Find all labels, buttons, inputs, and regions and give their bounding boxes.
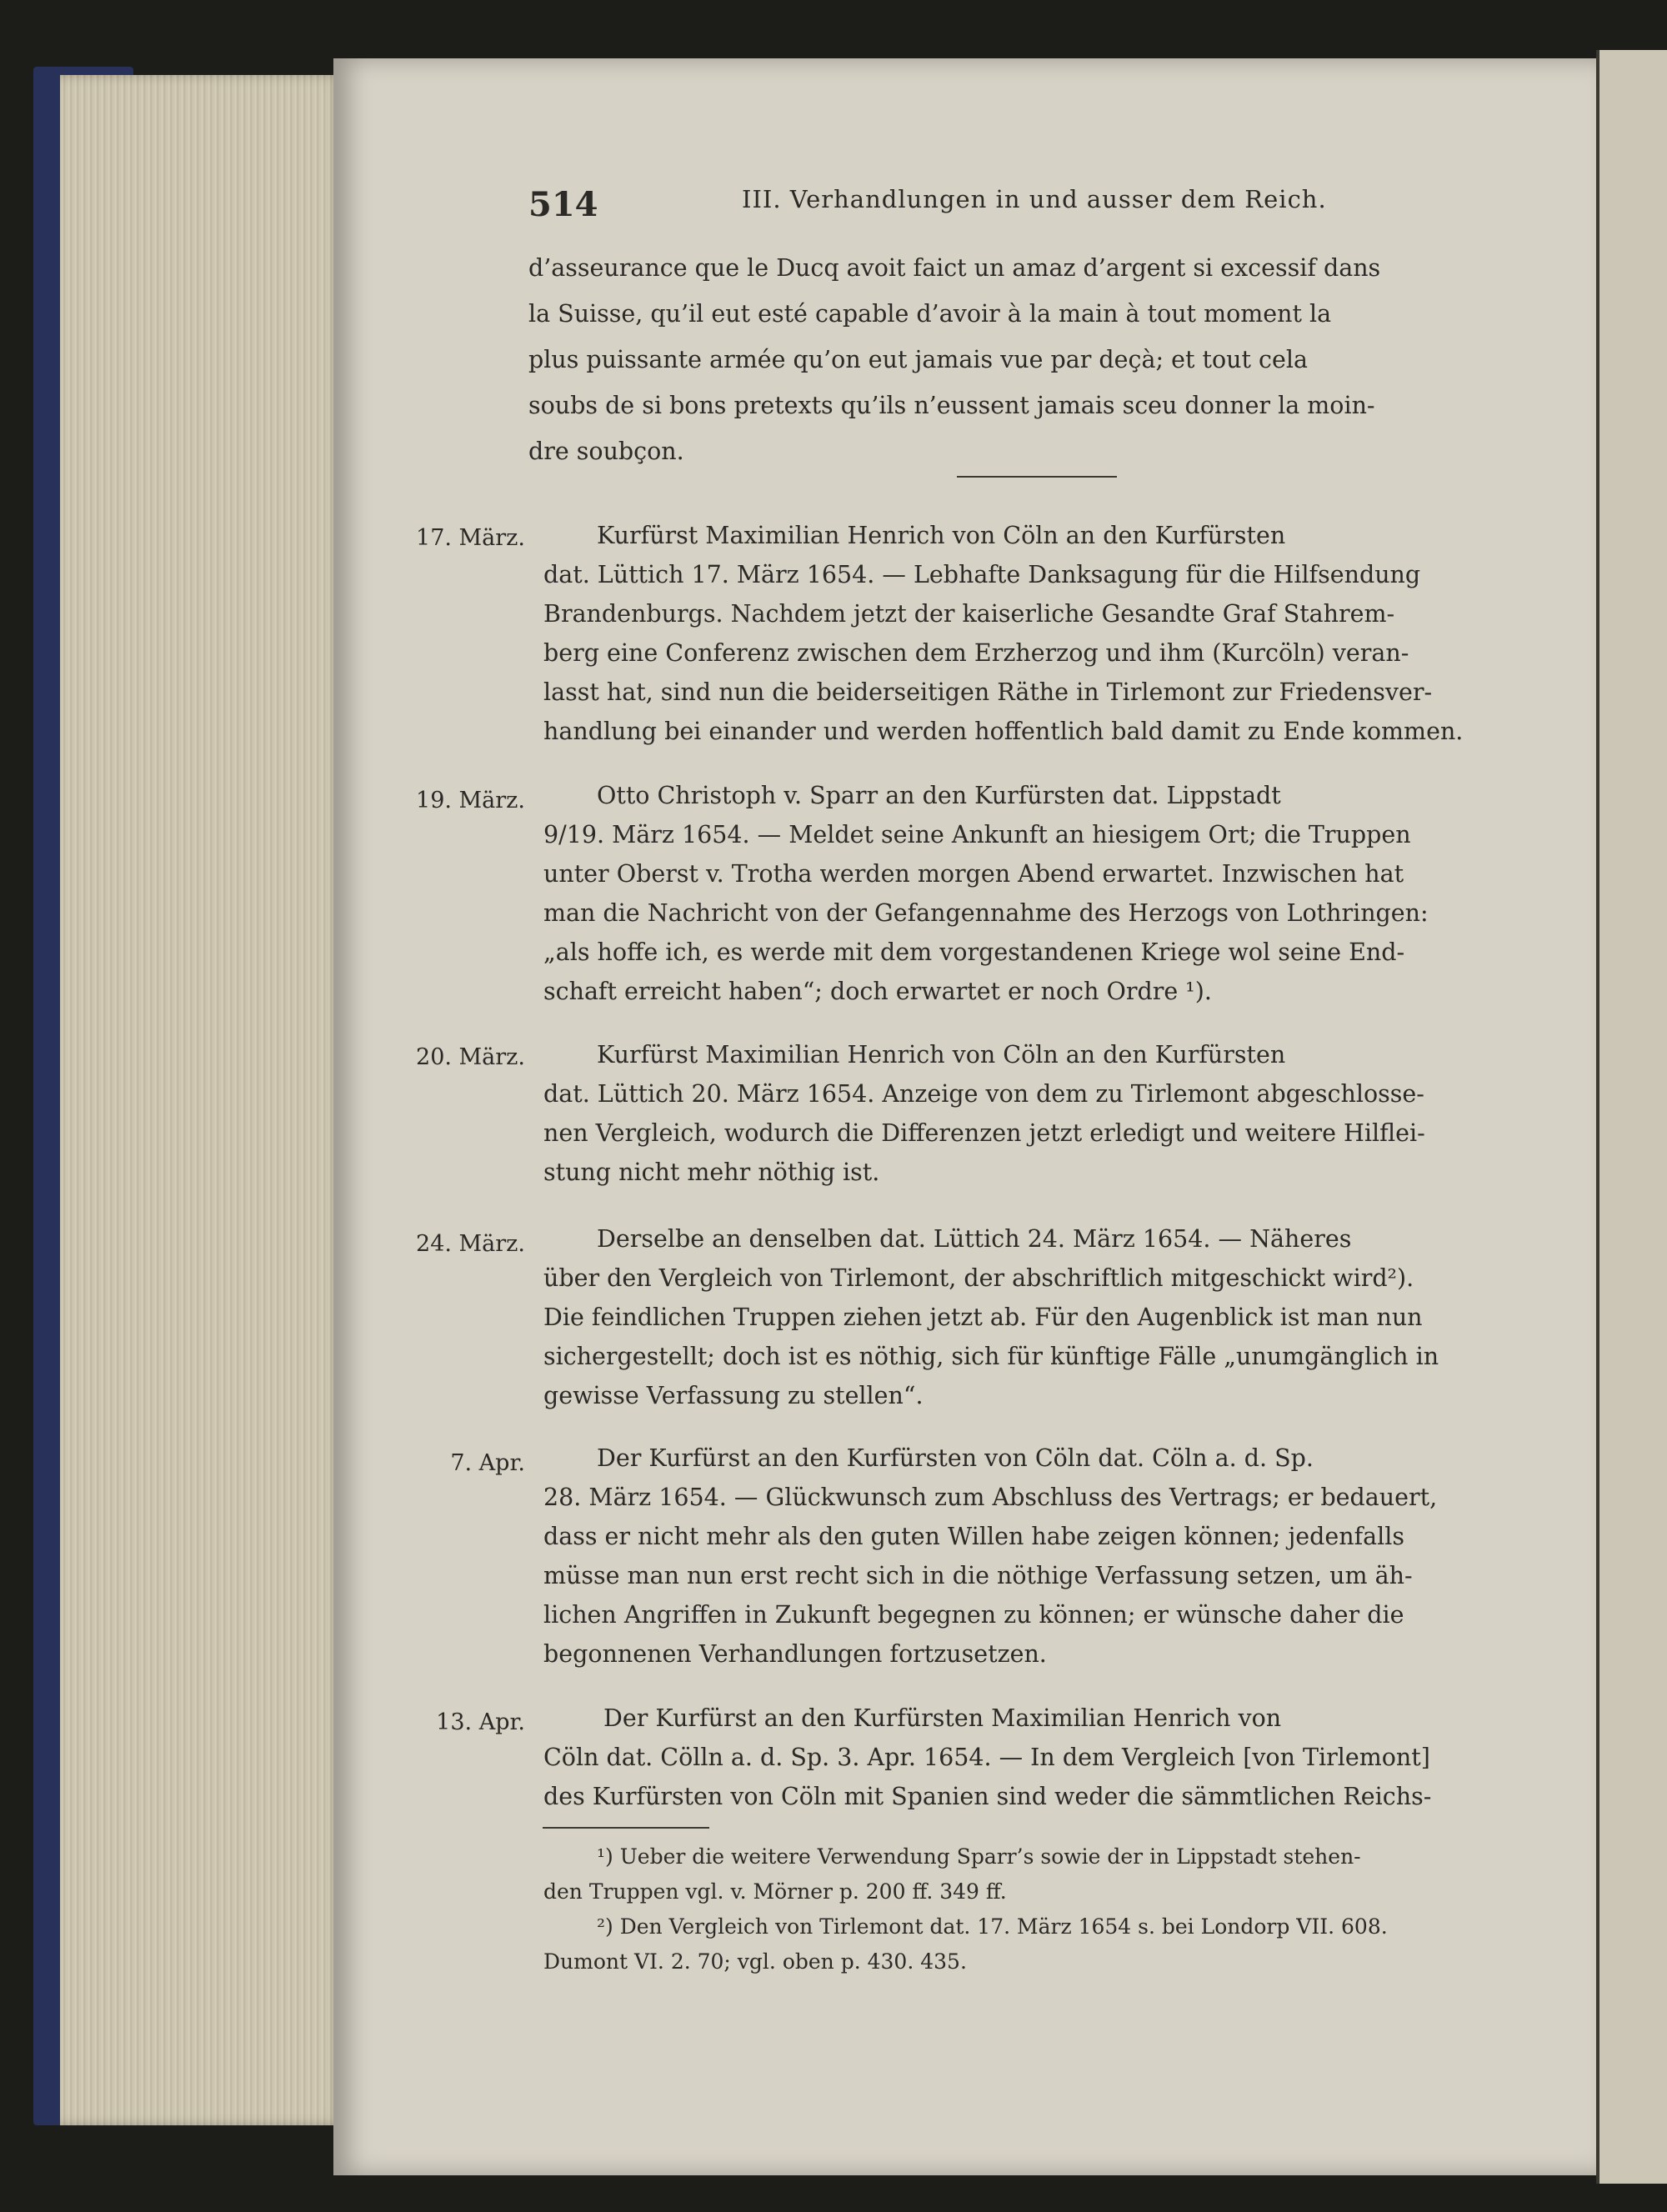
entry-line: Der Kurfürst an den Kurfürsten von Cöln dat. Cöln a. d. Sp.: [597, 1444, 1314, 1472]
opening-line: plus puissante armée qu’on eut jamais vue par deçà; et tout cela: [528, 346, 1308, 373]
entry-line: stung nicht mehr nöthig ist.: [543, 1159, 880, 1186]
section-separator: [957, 476, 1117, 478]
entry-line: dass er nicht mehr als den guten Willen habe zeigen können; jedenfalls: [543, 1523, 1405, 1550]
entry-line: dat. Lüttich 17. März 1654. — Lebhafte Danksagung für die Hilfsendung: [543, 561, 1421, 588]
entry-line: Brandenburgs. Nachdem jetzt der kaiserliche Gesandte Graf Stahrem-: [543, 600, 1395, 628]
footnote-line: Dumont VI. 2. 70; vgl. oben p. 430. 435.: [543, 1949, 967, 1974]
footnote-separator: [543, 1827, 709, 1829]
opening-line: dre soubçon.: [528, 438, 684, 465]
entry-line: des Kurfürsten von Cöln mit Spanien sind weder die sämmtlichen Reichs-: [543, 1783, 1432, 1810]
opening-line: d’asseurance que le Ducq avoit faict un amaz d’argent si excessif dans: [528, 254, 1381, 282]
entry-line: handlung bei einander und werden hoffentlich bald damit zu Ende kommen.: [543, 718, 1464, 745]
entry-date: 13. Apr.: [436, 1709, 525, 1735]
entry-line: über den Vergleich von Tirlemont, der abschriftlich mitgeschickt wird²).: [543, 1264, 1414, 1292]
entry-line: gewisse Verfassung zu stellen“.: [543, 1382, 924, 1409]
entry-line: 9/19. März 1654. — Meldet seine Ankunft an hiesigem Ort; die Truppen: [543, 821, 1411, 848]
facing-page-edge: [1596, 50, 1667, 2184]
entry-line: schaft erreicht haben“; doch erwartet er noch Ordre ¹).: [543, 978, 1212, 1005]
entry-line: nen Vergleich, wodurch die Differenzen jetzt erledigt und weitere Hilflei-: [543, 1119, 1425, 1147]
entry-line: lichen Angriffen in Zukunft begegnen zu können; er wünsche daher die: [543, 1601, 1404, 1629]
entry-line: sichergestellt; doch ist es nöthig, sich für künftige Fälle „unumgänglich in: [543, 1343, 1439, 1370]
page-number: 514: [528, 185, 598, 224]
entry-line: lasst hat, sind nun die beiderseitigen Räthe in Tirlemont zur Friedensver-: [543, 678, 1433, 706]
entry-line: Die feindlichen Truppen ziehen jetzt ab. Für den Augenblick ist man nun: [543, 1304, 1423, 1331]
entry-line: unter Oberst v. Trotha werden morgen Abend erwartet. Inzwischen hat: [543, 860, 1404, 888]
entry-date: 20. März.: [416, 1044, 525, 1070]
entry-date: 17. März.: [416, 525, 525, 551]
entry-date: 24. März.: [416, 1231, 525, 1257]
footnote-line: den Truppen vgl. v. Mörner p. 200 ff. 349 ff.: [543, 1879, 1007, 1904]
footnote-line: ²) Den Vergleich von Tirlemont dat. 17. März 1654 s. bei Londorp VII. 608.: [597, 1914, 1388, 1939]
entry-line: „als hoffe ich, es werde mit dem vorgestandenen Kriege wol seine End-: [543, 938, 1405, 966]
opening-line: soubs de si bons pretexts qu’ils n’eussent jamais sceu donner la moin-: [528, 392, 1375, 419]
entry-line: Derselbe an denselben dat. Lüttich 24. März 1654. — Näheres: [597, 1225, 1352, 1253]
entry-line: begonnenen Verhandlungen fortzusetzen.: [543, 1640, 1047, 1668]
entry-line: berg eine Conferenz zwischen dem Erzherzog und ihm (Kurcöln) veran-: [543, 639, 1409, 667]
footnote-line: ¹) Ueber die weitere Verwendung Sparr’s sowie der in Lippstadt stehen-: [597, 1844, 1361, 1869]
entry-line: Der Kurfürst an den Kurfürsten Maximilian Henrich von: [603, 1704, 1282, 1732]
entry-line: Cöln dat. Cölln a. d. Sp. 3. Apr. 1654. — In dem Vergleich [von Tirlemont]: [543, 1744, 1430, 1771]
entry-line: man die Nachricht von der Gefangennahme des Herzogs von Lothringen:: [543, 899, 1429, 927]
entry-line: Kurfürst Maximilian Henrich von Cöln an den Kurfürsten: [597, 522, 1286, 549]
opening-line: la Suisse, qu’il eut esté capable d’avoir à la main à tout moment la: [528, 300, 1332, 328]
entry-date: 7. Apr.: [450, 1450, 525, 1476]
page-edges: [60, 75, 343, 2125]
running-title: III. Verhandlungen in und ausser dem Reich.: [742, 185, 1327, 213]
entry-line: Otto Christoph v. Sparr an den Kurfürsten dat. Lippstadt: [597, 782, 1281, 809]
entry-line: 28. März 1654. — Glückwunsch zum Abschluss des Vertrags; er bedauert,: [543, 1484, 1438, 1511]
entry-line: müsse man nun erst recht sich in die nöthige Verfassung setzen, um äh-: [543, 1562, 1413, 1589]
entry-line: dat. Lüttich 20. März 1654. Anzeige von dem zu Tirlemont abgeschlosse-: [543, 1080, 1424, 1108]
entry-line: Kurfürst Maximilian Henrich von Cöln an den Kurfürsten: [597, 1041, 1286, 1068]
entry-date: 19. März.: [416, 788, 525, 813]
